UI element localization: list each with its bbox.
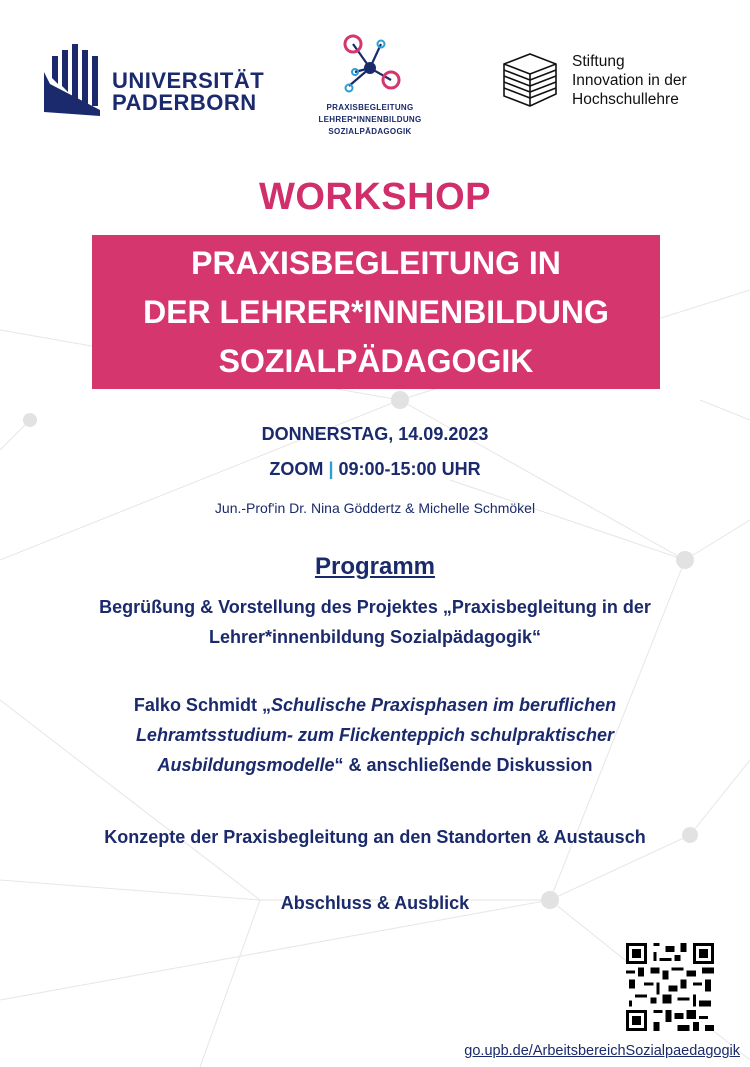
- banner-title-line3: SOZIALPÄDAGOGIK: [218, 343, 534, 379]
- stiftung-line3: Hochschullehre: [572, 91, 679, 108]
- talk-speaker: Falko Schmidt „: [133, 695, 271, 715]
- programme-item-concepts: Konzepte der Praxisbegleitung an den Standorten & Austausch: [104, 827, 646, 847]
- network-molecule-icon: [335, 30, 405, 102]
- event-presenters: Jun.-Prof'in Dr. Nina Göddertz & Michelle Schmökel: [214, 500, 536, 516]
- programme-item-talk: [30, 690, 720, 780]
- programme-item-talk-line3: [30, 750, 720, 780]
- universitaet-paderborn-logo: [42, 44, 265, 120]
- stiftung-line2: Innovation in der: [572, 72, 687, 89]
- programme-item-welcome: [30, 592, 720, 652]
- stacked-box-icon: [500, 50, 560, 110]
- upb-book-icon: [42, 44, 104, 120]
- praxisbegleitung-logo: [300, 30, 440, 155]
- workshop-heading: WORKSHOP: [259, 176, 491, 218]
- talk-title-part1: Schulische Praxisphasen im beruflichen: [270, 695, 617, 715]
- banner-title-line1: PRAXISBEGLEITUNG IN: [191, 245, 561, 281]
- center-logo-line2: LEHRER*INNENBILDUNG: [318, 115, 422, 124]
- banner-title-line2: DER LEHRER*INNENBILDUNG: [143, 294, 609, 330]
- footer-link[interactable]: go.upb.de/ArbeitsbereichSozialpaedagogik: [464, 1043, 740, 1059]
- programme-heading: Programm: [314, 553, 436, 580]
- title-banner: [92, 235, 660, 389]
- programme-item-talk-line1: [30, 690, 720, 720]
- stiftung-line1: Stiftung: [572, 53, 625, 70]
- event-separator: |: [328, 459, 334, 479]
- event-time: 09:00-15:00 UHR: [338, 459, 481, 479]
- talk-suffix: “ & anschließende Diskussion: [334, 755, 593, 775]
- programme-item-welcome-line2: Lehrer*innenbildung Sozialpädagogik“: [208, 627, 542, 647]
- programme-item-talk-line2: [30, 720, 720, 750]
- event-platform: ZOOM: [269, 459, 324, 479]
- programme-item-welcome-line1: Begrüßung & Vorstellung des Projektes „Praxisbegleitung in der: [99, 597, 651, 617]
- qr-code-icon: [626, 943, 714, 1031]
- center-logo-line3: SOZIALPÄDAGOGIK: [328, 127, 412, 136]
- talk-title-part2: Lehramtsstudium- zum Flickenteppich schulpraktischer: [135, 725, 615, 745]
- upb-name-line2: PADERBORN: [112, 90, 257, 115]
- talk-title-part3: Ausbildungsmodelle: [157, 755, 335, 775]
- event-time-line: [0, 459, 750, 480]
- event-date: DONNERSTAG, 14.09.2023: [261, 424, 489, 444]
- center-logo-line1: PRAXISBEGLEITUNG: [326, 103, 414, 112]
- stiftung-logo: [500, 50, 730, 115]
- upb-name-line1: UNIVERSITÄT: [112, 68, 265, 93]
- programme-item-closing: Abschluss & Ausblick: [280, 893, 470, 913]
